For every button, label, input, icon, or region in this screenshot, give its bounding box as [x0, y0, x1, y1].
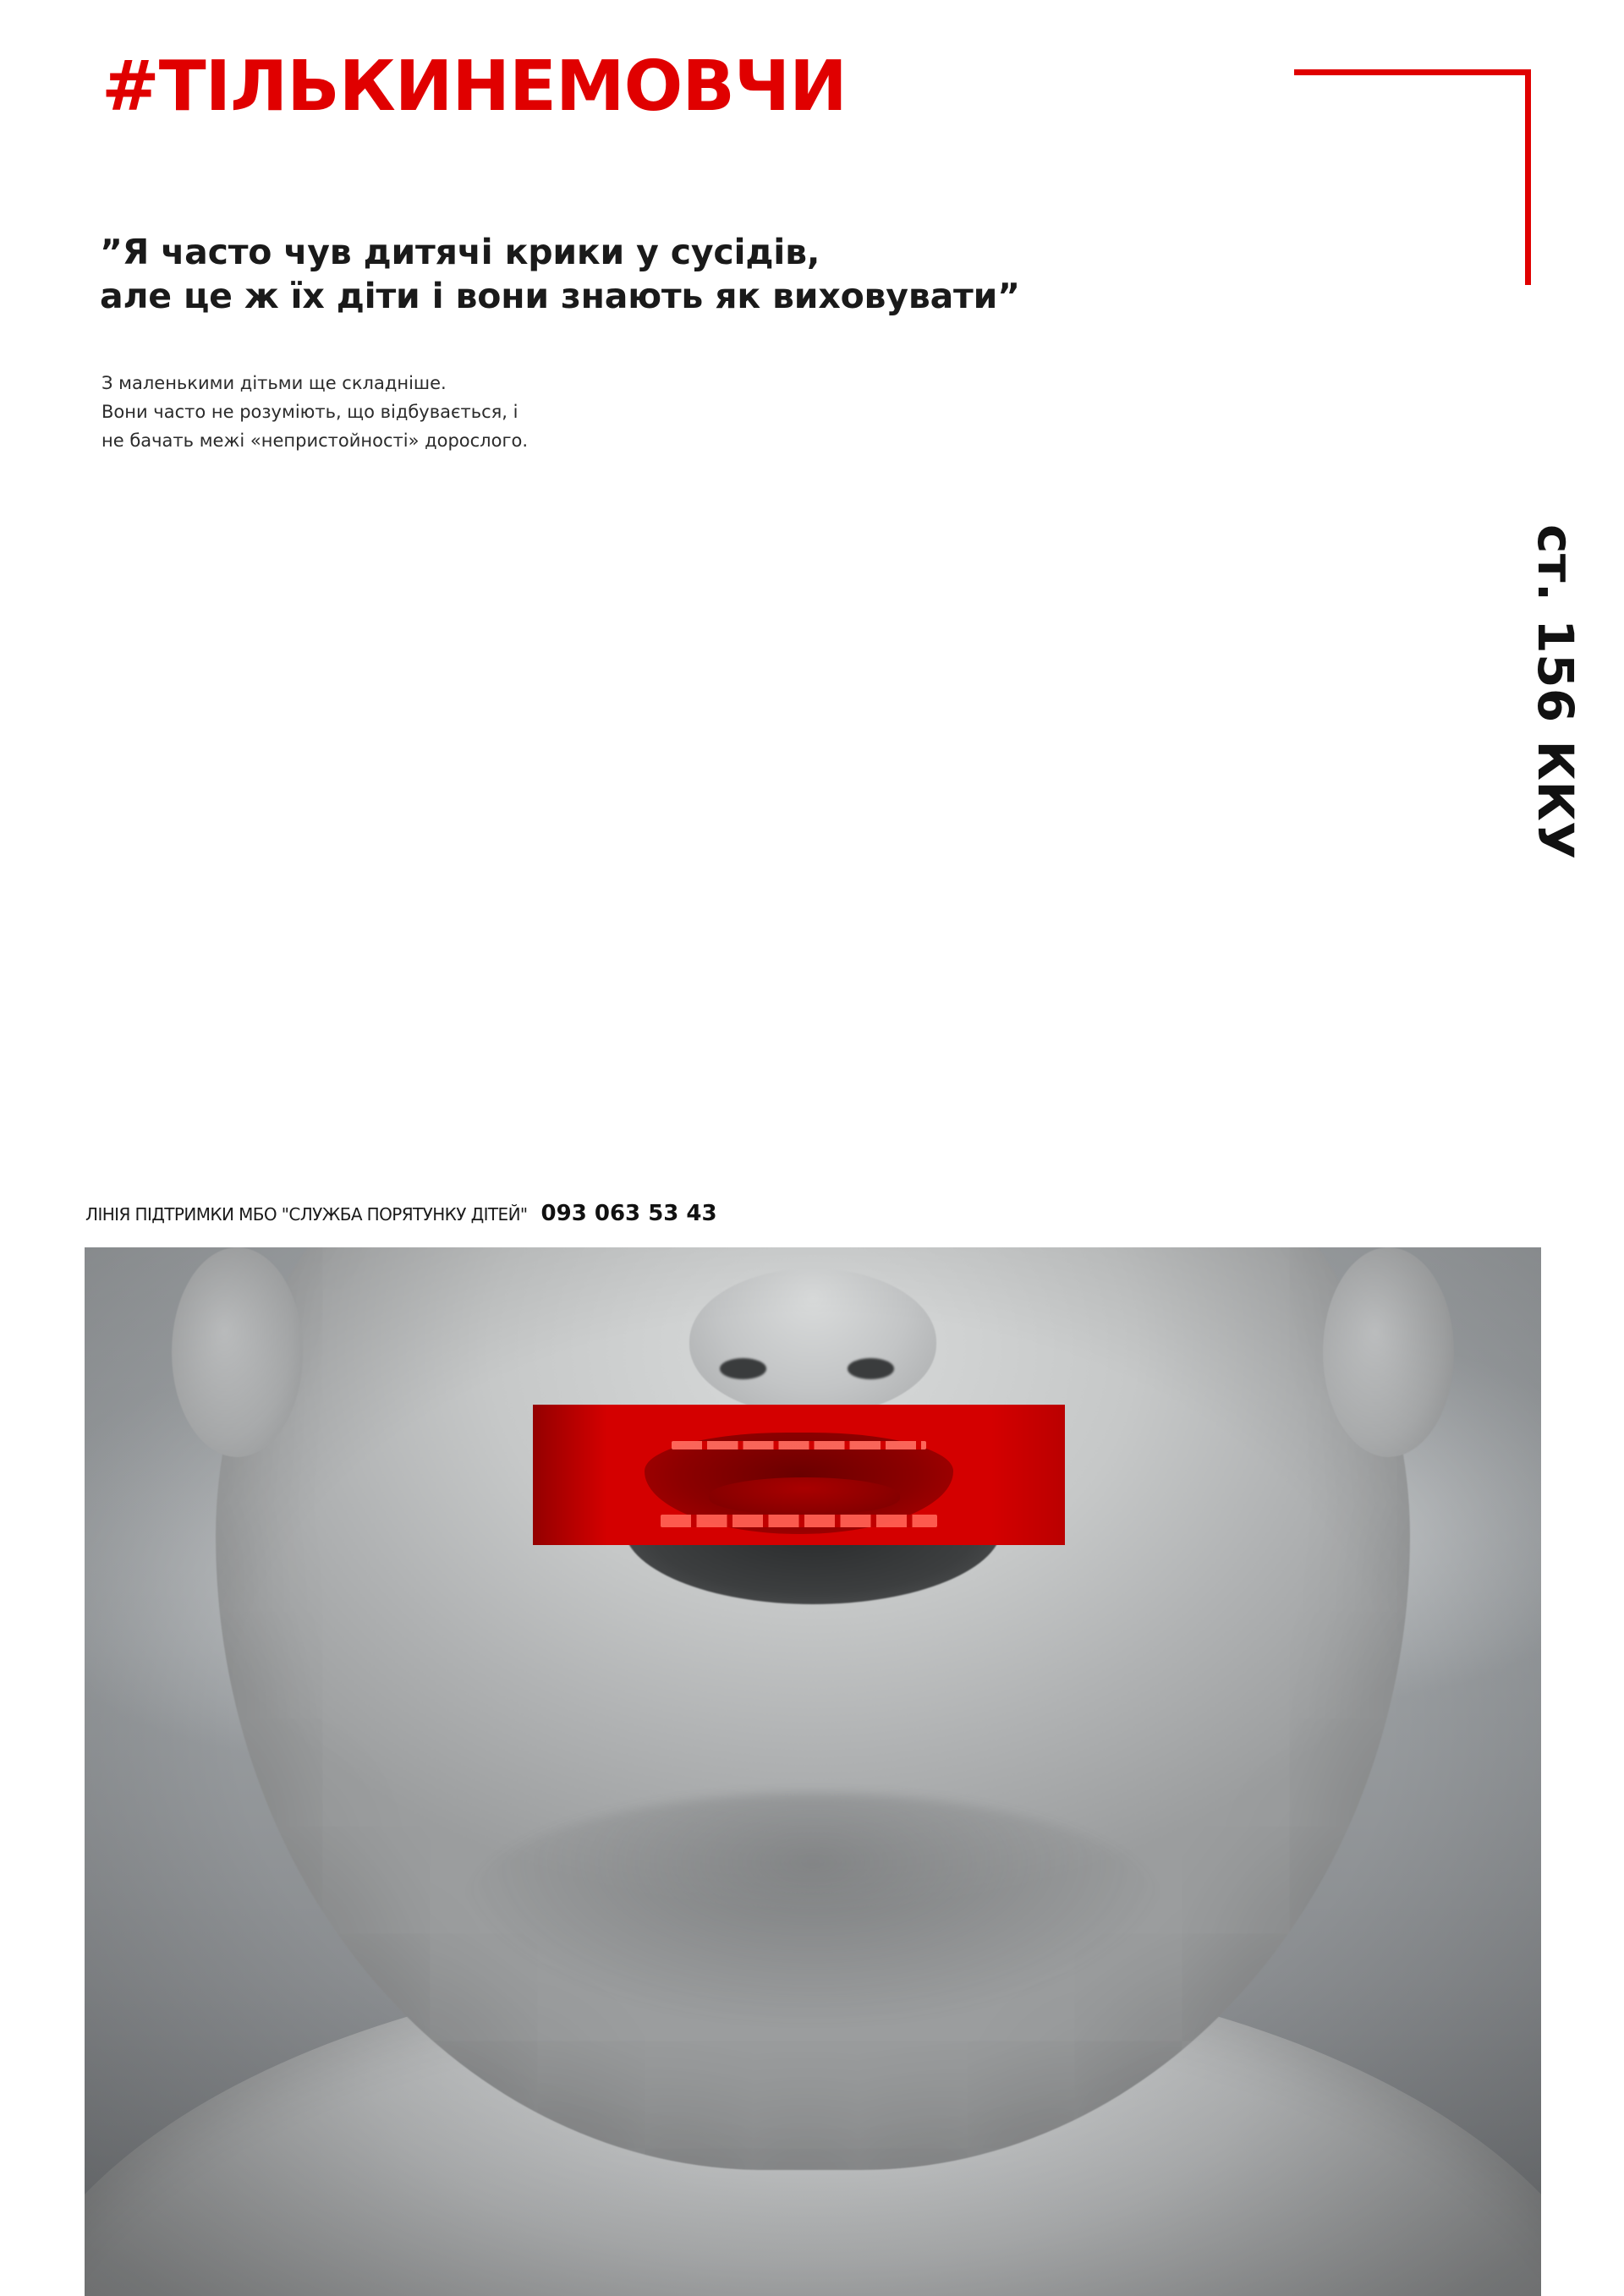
- red-corner-bracket: [1294, 69, 1531, 285]
- photo-chin-shadow: [464, 1793, 1163, 2024]
- quote-block: [100, 230, 1301, 319]
- quote-line-2: але це ж їх діти і вони знають як виховувати”: [100, 276, 1020, 317]
- red-censor-bar: [533, 1405, 1065, 1545]
- photo-right-ear: [1323, 1247, 1454, 1457]
- hotline-phone-number: 093 063 53 43: [540, 1201, 717, 1226]
- supporting-line-2: Вони часто не розуміють, що відбувається, і: [102, 402, 518, 423]
- bracket-vertical-line: [1525, 69, 1531, 285]
- law-article-label: ст. 156 ККУ: [1527, 524, 1584, 860]
- campaign-hashtag: #ТІЛЬКИНЕМОВЧИ: [102, 47, 847, 127]
- photo-nose: [689, 1269, 937, 1416]
- censor-edge-shading: [533, 1405, 1065, 1545]
- hotline-block: [85, 1201, 717, 1226]
- hotline-label: ЛІНІЯ ПІДТРИМКИ МБО "СЛУЖБА ПОРЯТУНКУ ДІТЕЙ": [85, 1204, 528, 1225]
- supporting-line-3: не бачать межі «непристойності» дорослого.: [102, 430, 529, 452]
- supporting-line-1: З маленькими дітьми ще складніше.: [102, 373, 447, 393]
- photo-left-nostril: [720, 1358, 766, 1379]
- quote-line-1: ”Я часто чув дитячі крики у сусідів,: [100, 232, 820, 272]
- bracket-horizontal-line: [1294, 69, 1531, 75]
- baby-photo: [85, 1247, 1541, 2296]
- supporting-paragraph: [102, 369, 1032, 456]
- photo-left-ear: [172, 1247, 303, 1457]
